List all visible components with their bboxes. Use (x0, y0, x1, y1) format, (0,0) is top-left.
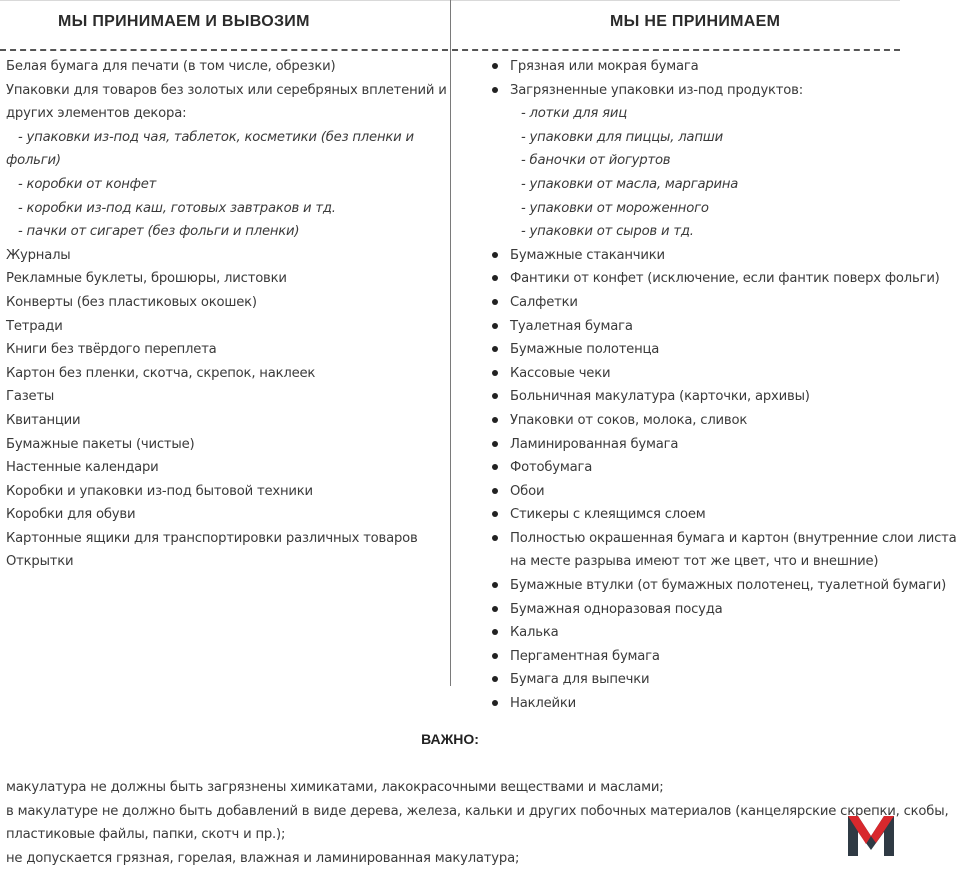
note-line: пластиковые файлы, папки, скотч и пр.); (6, 827, 286, 843)
bullet-item: Фантики от конфет (исключение, если фантик поверх фольги) (510, 267, 900, 291)
note-line: в макулатуре не должно быть добавлений в виде дерева, железа, кальки и других побочных материалов (канцелярские скрепки, скобы, (6, 803, 949, 819)
bullet-item: Больничная макулатура (карточки, архивы) (510, 385, 900, 409)
list-subitem: - упаковки от сыров и тд. (521, 224, 694, 240)
bullet-item: Туалетная бумага (510, 315, 900, 339)
bullet-item: Фотобумага (510, 456, 900, 480)
accepted-column-title: МЫ ПРИНИМАЕМ И ВЫВОЗИМ (58, 13, 310, 30)
bullet-item: Бумажные втулки (от бумажных полотенец, туалетной бумаги) (510, 574, 900, 598)
list-subitem: - коробки из-под каш, готовых завтраков и тд. (18, 200, 336, 216)
list-item: Настенные календари (6, 460, 159, 476)
list-item: Тетради (6, 318, 63, 334)
list-item: Квитанции (6, 412, 81, 428)
list-item: Рекламные буклеты, брошюры, листовки (6, 271, 287, 287)
list-item: Открытки (6, 554, 74, 570)
bullet-item: Полностью окрашенная бумага и картон (внутренние слои листа (510, 527, 900, 551)
bullet-item: Салфетки (510, 291, 900, 315)
bullet-item: Пергаментная бумага (510, 645, 900, 669)
list-item: Коробки для обуви (6, 507, 136, 523)
list-subitem-continuation: фольги) (6, 153, 61, 169)
list-item: Упаковки для товаров без золотых или серебряных вплетений и (6, 82, 447, 98)
list-item: Книги без твёрдого переплета (6, 342, 217, 358)
bullet-item-continuation: на месте разрыва имеют тот же цвет, что и внешние) (510, 554, 879, 570)
list-item: Коробки и упаковки из-под бытовой техники (6, 483, 313, 499)
list-item: Белая бумага для печати (в том числе, обрезки) (6, 59, 336, 74)
list-subitem: - упаковки из-под чая, таблеток, косметики (без пленки и (18, 129, 414, 145)
bullet-item: Ламинированная бумага (510, 433, 900, 457)
important-notes (6, 776, 949, 870)
list-subitem: - лотки для яиц (521, 106, 628, 122)
list-item: Бумажные пакеты (чистые) (6, 436, 195, 452)
list-subitem: - пачки от сигарет (без фольги и пленки) (18, 224, 300, 240)
bullet-item: Бумага для выпечки (510, 668, 900, 692)
brand-logo-icon (846, 812, 896, 858)
bullet-item: Наклейки (510, 692, 900, 716)
bullet-item: Упаковки от соков, молока, сливок (510, 409, 900, 433)
list-item-continuation: других элементов декора: (6, 106, 187, 122)
list-subitem: - упаковки от масла, маргарина (521, 176, 739, 192)
note-line: макулатура не должны быть загрязнены химикатами, лакокрасочными веществами и маслами; (6, 780, 664, 795)
list-item: Картонные ящики для транспортировки различных товаров (6, 530, 418, 546)
list-item: Газеты (6, 389, 55, 405)
column-divider (450, 0, 451, 686)
list-subitem: - упаковки для пиццы, лапши (521, 129, 723, 145)
bullet-item: Кассовые чеки (510, 362, 900, 386)
rejected-list (510, 55, 957, 716)
important-title: ВАЖНО: (421, 731, 479, 747)
bullet-item: Бумажные стаканчики (510, 244, 900, 268)
bullet-item: Стикеры с клеящимся слоем (510, 503, 900, 527)
bullet-item: Обои (510, 480, 900, 504)
bullet-item: Загрязненные упаковки из-под продуктов: (510, 79, 900, 103)
bullet-item: Грязная или мокрая бумага (510, 55, 900, 79)
list-item: Журналы (6, 247, 71, 263)
list-subitem: - упаковки от мороженного (521, 200, 709, 216)
list-subitem: - коробки от конфет (18, 176, 157, 192)
bullet-item: Калька (510, 621, 900, 645)
rejected-column-title: МЫ НЕ ПРИНИМАЕМ (610, 13, 781, 30)
list-subitem: - баночки от йогуртов (521, 153, 671, 169)
bullet-item: Бумажная одноразовая посуда (510, 598, 900, 622)
list-item: Конверты (без пластиковых окошек) (6, 294, 257, 310)
note-line: не допускается грязная, горелая, влажная и ламинированная макулатура; (6, 850, 520, 866)
bullet-item: Бумажные полотенца (510, 338, 900, 362)
accepted-list (6, 55, 447, 574)
list-item: Картон без пленки, скотча, скрепок, наклеек (6, 365, 316, 381)
